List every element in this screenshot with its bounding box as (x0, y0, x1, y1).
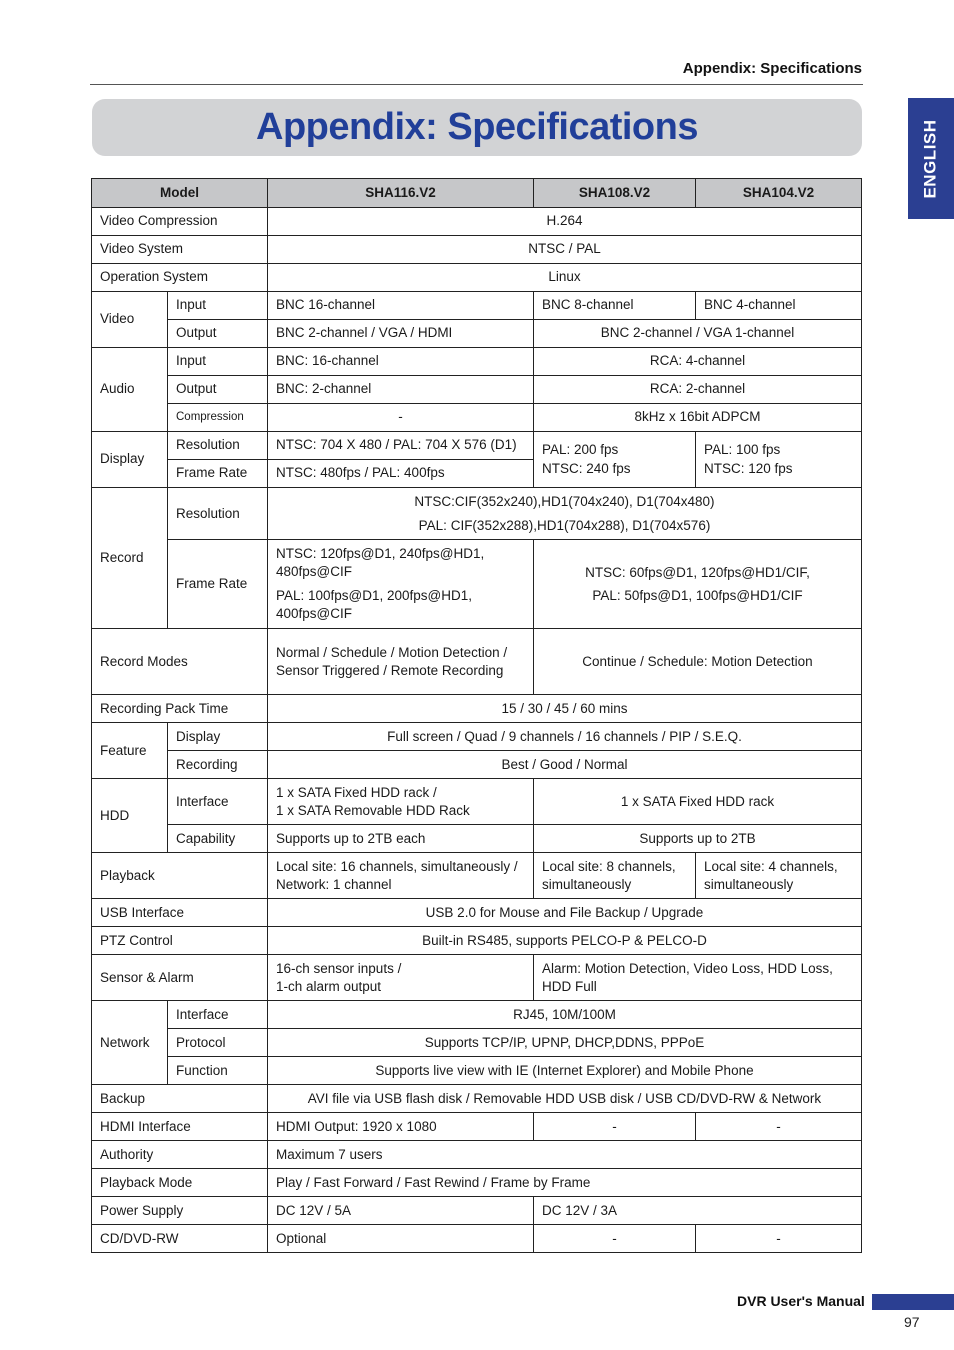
table-row (92, 825, 862, 853)
row-label: Sensor & Alarm (92, 955, 268, 1001)
row-group-label: Feature (92, 723, 168, 779)
cell-value: HDMI Output: 1920 x 1080 (268, 1113, 534, 1141)
row-label: PTZ Control (92, 927, 268, 955)
row-group-label: Network (92, 1001, 168, 1085)
cell-value: Continue / Schedule: Motion Detection (534, 629, 862, 695)
cell-value: - (534, 1225, 696, 1253)
row-group-label: Video (92, 292, 168, 348)
table-row (92, 264, 862, 292)
table-row (92, 629, 862, 695)
cell-value: 8kHz x 16bit ADPCM (534, 404, 862, 432)
row-label: Record Modes (92, 629, 268, 695)
cell-value: Maximum 7 users (268, 1141, 862, 1169)
header-sha116: SHA116.V2 (268, 179, 534, 208)
cell-line: 16-ch sensor inputs / (276, 960, 402, 976)
cell-value: Local site: 8 channels, simultaneously (534, 853, 696, 899)
table-row (92, 779, 862, 825)
cell-line: NTSC: 60fps@D1, 120fps@HD1/CIF, (585, 564, 810, 580)
row-label: Backup (92, 1085, 268, 1113)
cell-line: NTSC: 240 fps (542, 460, 631, 476)
cell-value: 15 / 30 / 45 / 60 mins (268, 695, 862, 723)
row-sublabel: Resolution (168, 432, 268, 460)
table-row (92, 1001, 862, 1029)
cell-line: PAL: 200 fps (542, 442, 619, 458)
cell-value: RCA: 4-channel (534, 348, 862, 376)
cell-value: BNC 4-channel (696, 292, 862, 320)
row-sublabel: Output (168, 376, 268, 404)
cell-value: Alarm: Motion Detection, Video Loss, HDD Loss, HDD Full (534, 955, 862, 1001)
cell-value: BNC: 16-channel (268, 348, 534, 376)
cell-value: - (696, 1225, 862, 1253)
row-sublabel: Input (168, 292, 268, 320)
row-sublabel: Interface (168, 1001, 268, 1029)
table-row (92, 1085, 862, 1113)
cell-value (268, 779, 534, 825)
table-row (92, 899, 862, 927)
cell-value: Supports up to 2TB (534, 825, 862, 853)
header-sha104: SHA104.V2 (696, 179, 862, 208)
table-row (92, 404, 862, 432)
cell-value: NTSC: 480fps / PAL: 400fps (268, 460, 534, 488)
cell-value: Built-in RS485, supports PELCO-P & PELCO-D (268, 927, 862, 955)
cell-line: NTSC: 120 fps (704, 460, 793, 476)
table-row (92, 955, 862, 1001)
cell-value: Local site: 16 channels, simultaneously / Network: 1 channel (268, 853, 534, 899)
cell-value: Supports up to 2TB each (268, 825, 534, 853)
row-label: Power Supply (92, 1197, 268, 1225)
cell-paragraph: PAL: 100fps@D1, 200fps@HD1, 400fps@CIF (276, 588, 473, 622)
cell-value: DC 12V / 3A (534, 1197, 862, 1225)
row-label: Video System (92, 236, 268, 264)
table-row (92, 376, 862, 404)
cell-value: - (696, 1113, 862, 1141)
row-sublabel: Compression (168, 404, 268, 432)
cell-line: 1 x SATA Removable HDD Rack (276, 802, 470, 818)
row-label: USB Interface (92, 899, 268, 927)
cell-value: Optional (268, 1225, 534, 1253)
row-sublabel: Input (168, 348, 268, 376)
cell-value: Local site: 4 channels, simultaneously (696, 853, 862, 899)
row-sublabel: Output (168, 320, 268, 348)
row-sublabel: Function (168, 1057, 268, 1085)
table-row (92, 1225, 862, 1253)
table-header-row (92, 179, 862, 208)
cell-value: Linux (268, 264, 862, 292)
cell-line: PAL: 100 fps (704, 442, 781, 458)
cell-value (696, 432, 862, 488)
language-tab (908, 98, 954, 219)
row-label: Playback (92, 853, 268, 899)
table-row (92, 1029, 862, 1057)
cell-value (268, 488, 862, 540)
cell-value: BNC 2-channel / VGA / HDMI (268, 320, 534, 348)
cell-value: AVI file via USB flash disk / Removable HDD USB disk / USB CD/DVD-RW & Network (268, 1085, 862, 1113)
row-label: Recording Pack Time (92, 695, 268, 723)
table-row (92, 1113, 862, 1141)
row-group-label: Display (92, 432, 168, 488)
table-row (92, 1141, 862, 1169)
row-sublabel: Interface (168, 779, 268, 825)
row-group-label: Audio (92, 348, 168, 432)
table-row (92, 723, 862, 751)
table-row (92, 927, 862, 955)
running-header: Appendix: Specifications (682, 60, 862, 77)
table-row (92, 1057, 862, 1085)
row-sublabel: Frame Rate (168, 540, 268, 629)
row-label: Authority (92, 1141, 268, 1169)
row-label: CD/DVD-RW (92, 1225, 268, 1253)
cell-value: USB 2.0 for Mouse and File Backup / Upgrade (268, 899, 862, 927)
cell-value: H.264 (268, 208, 862, 236)
table-row (92, 540, 862, 629)
row-sublabel: Frame Rate (168, 460, 268, 488)
cell-value (534, 540, 862, 629)
cell-line: PAL: CIF(352x288),HD1(704x288), D1(704x576) (418, 517, 711, 533)
cell-value: RCA: 2-channel (534, 376, 862, 404)
footer-bar (872, 1294, 954, 1310)
cell-value (268, 540, 534, 629)
cell-value: BNC 8-channel (534, 292, 696, 320)
row-group-label: HDD (92, 779, 168, 853)
table-row (92, 208, 862, 236)
header-sha108: SHA108.V2 (534, 179, 696, 208)
table-row (92, 320, 862, 348)
cell-value: 1 x SATA Fixed HDD rack (534, 779, 862, 825)
table-row (92, 348, 862, 376)
cell-value: Supports live view with IE (Internet Explorer) and Mobile Phone (268, 1057, 862, 1085)
specifications-table (91, 178, 862, 1253)
cell-value: BNC 16-channel (268, 292, 534, 320)
cell-value: Normal / Schedule / Motion Detection / Sensor Triggered / Remote Recording (268, 629, 534, 695)
cell-line: PAL: 50fps@D1, 100fps@HD1/CIF (592, 588, 803, 604)
footer-manual-title: DVR User's Manual (737, 1293, 865, 1309)
cell-value: Play / Fast Forward / Fast Rewind / Frame by Frame (268, 1169, 862, 1197)
cell-value: BNC: 2-channel (268, 376, 534, 404)
cell-line: NTSC:CIF(352x240),HD1(704x240), D1(704x480) (414, 494, 715, 509)
row-sublabel: Protocol (168, 1029, 268, 1057)
header-model: Model (92, 179, 268, 208)
table-row (92, 236, 862, 264)
row-label: Operation System (92, 264, 268, 292)
title-bar (92, 99, 862, 156)
table-row (92, 488, 862, 540)
header-rule (90, 84, 863, 85)
cell-value: NTSC: 704 X 480 / PAL: 704 X 576 (D1) (268, 432, 534, 460)
row-group-label: Record (92, 488, 168, 629)
cell-value: RJ45, 10M/100M (268, 1001, 862, 1029)
cell-value: Best / Good / Normal (268, 751, 862, 779)
cell-value: Supports TCP/IP, UPNP, DHCP,DDNS, PPPoE (268, 1029, 862, 1057)
cell-value (534, 432, 696, 488)
cell-value: Full screen / Quad / 9 channels / 16 channels / PIP / S.E.Q. (268, 723, 862, 751)
row-sublabel: Recording (168, 751, 268, 779)
language-tab-label: ENGLISH (921, 118, 940, 199)
page-title: Appendix: Specifications (256, 106, 698, 148)
table-row (92, 1169, 862, 1197)
cell-value: - (268, 404, 534, 432)
row-sublabel: Capability (168, 825, 268, 853)
cell-paragraph: NTSC: 120fps@D1, 240fps@HD1, 480fps@CIF (276, 545, 485, 580)
row-label: Video Compression (92, 208, 268, 236)
row-sublabel: Display (168, 723, 268, 751)
table-row (92, 1197, 862, 1225)
cell-line: 1 x SATA Fixed HDD rack / (276, 784, 437, 800)
cell-value: BNC 2-channel / VGA 1-channel (534, 320, 862, 348)
table-row (92, 853, 862, 899)
cell-value: NTSC / PAL (268, 236, 862, 264)
table-row (92, 432, 862, 460)
row-label: HDMI Interface (92, 1113, 268, 1141)
cell-value: - (534, 1113, 696, 1141)
table-row (92, 751, 862, 779)
row-label: Playback Mode (92, 1169, 268, 1197)
table-row (92, 695, 862, 723)
cell-value (268, 955, 534, 1001)
cell-value: DC 12V / 5A (268, 1197, 534, 1225)
row-sublabel: Resolution (168, 488, 268, 540)
table-row (92, 292, 862, 320)
cell-line: 1-ch alarm output (276, 978, 382, 994)
page-number: 97 (904, 1314, 920, 1330)
